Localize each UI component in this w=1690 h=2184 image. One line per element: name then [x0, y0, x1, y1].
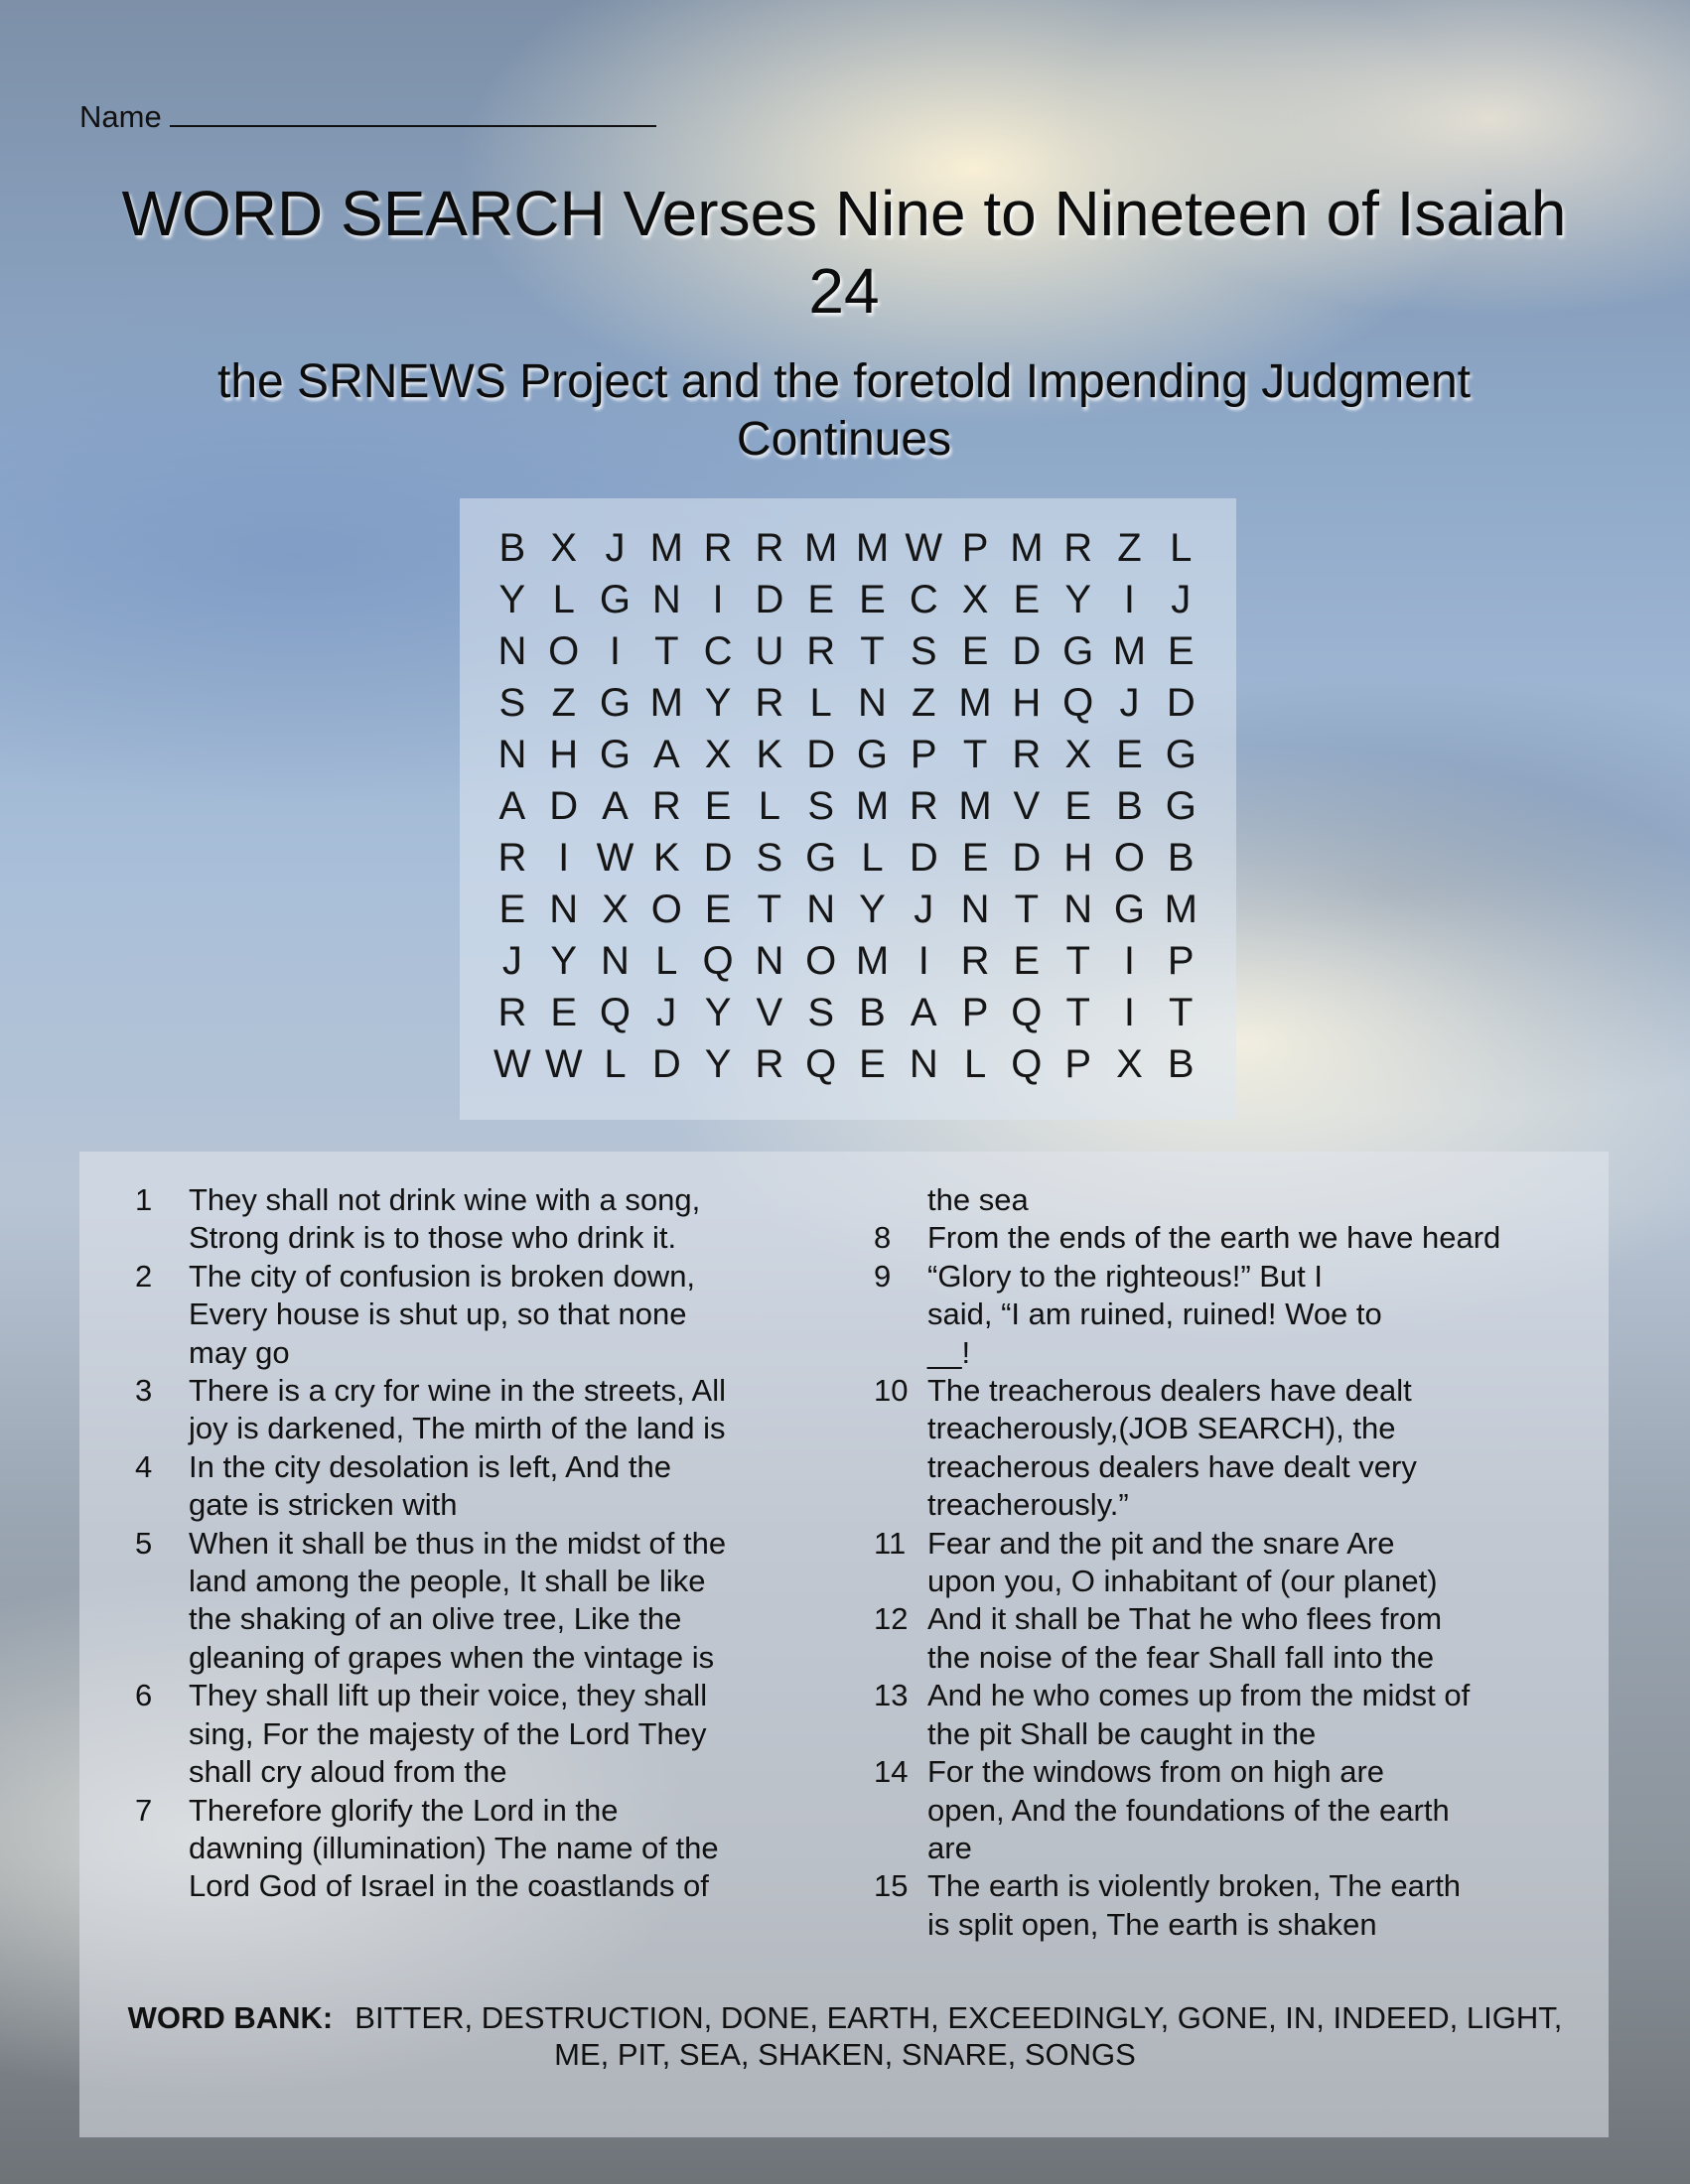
grid-letter[interactable]: D: [651, 1042, 681, 1086]
grid-letter[interactable]: E: [961, 629, 989, 673]
grid-letter[interactable]: J: [1119, 681, 1140, 725]
grid-letter[interactable]: M: [958, 784, 992, 828]
word-bank-label: WORD BANK:: [127, 2000, 334, 2035]
name-label: Name: [79, 99, 162, 134]
clue-item: [135, 1181, 790, 1258]
clue-text: And it shall be That he who flees from the noise of the fear Shall fall into the: [927, 1601, 1443, 1675]
grid-letter[interactable]: Z: [551, 681, 576, 725]
grid-letter[interactable]: G: [1113, 887, 1146, 931]
grid-letter[interactable]: L: [809, 681, 832, 725]
grid-letter[interactable]: M: [649, 681, 683, 725]
clue-number: 10: [874, 1373, 909, 1409]
clue-text: There is a cry for wine in the streets, All joy is darkened, The mirth of the land is: [189, 1373, 726, 1446]
grid-letter[interactable]: X: [961, 578, 989, 621]
grid-letter[interactable]: Y: [550, 939, 578, 983]
grid-letter[interactable]: T: [1065, 939, 1090, 983]
grid-letter[interactable]: T: [860, 629, 885, 673]
grid-letter[interactable]: W: [905, 526, 943, 570]
clue-text: The earth is violently broken, The earth is split open, The earth is shaken: [927, 1868, 1462, 1942]
grid-letter[interactable]: E: [859, 578, 886, 621]
grid-letter[interactable]: M: [855, 526, 890, 570]
grid-letter[interactable]: M: [649, 526, 683, 570]
grid-letter[interactable]: Z: [912, 681, 936, 725]
grid-letter[interactable]: Q: [702, 939, 734, 983]
grid-row: [487, 780, 1206, 832]
grid-letter[interactable]: E: [1064, 784, 1091, 828]
clue-number: 1: [135, 1182, 153, 1217]
grid-letter[interactable]: B: [1167, 836, 1195, 880]
grid-letter[interactable]: R: [755, 1042, 784, 1086]
clue-text: From the ends of the earth we have heard: [927, 1220, 1501, 1256]
grid-letter[interactable]: S: [807, 991, 835, 1034]
grid-letter[interactable]: H: [1063, 836, 1093, 880]
grid-letter[interactable]: T: [1169, 991, 1194, 1034]
grid-letter[interactable]: W: [544, 1042, 583, 1086]
grid-letter[interactable]: Y: [704, 681, 732, 725]
grid-letter[interactable]: S: [756, 836, 783, 880]
clue-text: “Glory to the righteous!” But I said, “I am ruined, ruined! Woe to __!: [927, 1258, 1382, 1370]
grid-letter[interactable]: I: [1123, 939, 1136, 983]
grid-letter[interactable]: O: [650, 887, 682, 931]
clue-number: 13: [874, 1678, 909, 1713]
grid-letter[interactable]: R: [1012, 733, 1042, 776]
grid-letter[interactable]: G: [805, 836, 837, 880]
grid-letter[interactable]: M: [1164, 887, 1197, 931]
grid-letter[interactable]: W: [493, 1042, 531, 1086]
grid-letter[interactable]: L: [552, 578, 575, 621]
word-bank-words: BITTER, DESTRUCTION, DONE, EARTH, EXCEEDINGLY, GONE, IN, INDEED, LIGHT, ME, PIT, SEA, SHAKEN, SNARE, SONGS: [354, 2000, 1563, 2072]
grid-letter[interactable]: H: [1012, 681, 1042, 725]
grid-letter[interactable]: R: [1063, 526, 1093, 570]
grid-letter[interactable]: A: [498, 784, 526, 828]
grid-letter[interactable]: P: [961, 526, 989, 570]
page-subtitle: the SRNEWS Project and the foretold Impending Judgment Continues: [216, 355, 1471, 466]
clue-number: 12: [874, 1601, 909, 1637]
clue-item: [874, 1600, 1569, 1677]
grid-letter[interactable]: G: [1165, 784, 1197, 828]
clue-item: [135, 1677, 790, 1791]
grid-letter[interactable]: B: [498, 526, 526, 570]
grid-letter[interactable]: E: [1013, 939, 1041, 983]
grid-letter[interactable]: N: [497, 733, 527, 776]
clue-number: 8: [874, 1220, 892, 1256]
grid-row: [487, 987, 1206, 1038]
clue-continuation: the sea: [927, 1182, 1029, 1217]
grid-letter[interactable]: E: [550, 991, 578, 1034]
grid-letter[interactable]: J: [501, 939, 522, 983]
word-search-grid: [487, 522, 1206, 1090]
clue-item: [874, 1258, 1569, 1372]
grid-letter[interactable]: D: [549, 784, 579, 828]
grid-letter[interactable]: Y: [704, 1042, 732, 1086]
clue-item: [135, 1448, 790, 1525]
grid-letter[interactable]: P: [1064, 1042, 1091, 1086]
grid-letter[interactable]: O: [548, 629, 580, 673]
grid-letter[interactable]: S: [498, 681, 526, 725]
grid-letter[interactable]: Q: [1011, 991, 1043, 1034]
grid-letter[interactable]: D: [1166, 681, 1196, 725]
grid-row: [487, 522, 1206, 574]
grid-letter[interactable]: E: [1116, 733, 1143, 776]
grid-row: [487, 884, 1206, 935]
grid-letter[interactable]: R: [497, 836, 527, 880]
clue-text: Fear and the pit and the snare Are upon you, O inhabitant of (our planet): [927, 1525, 1438, 1599]
grid-letter[interactable]: R: [497, 991, 527, 1034]
grid-letter[interactable]: N: [497, 629, 527, 673]
grid-letter[interactable]: L: [1170, 526, 1193, 570]
grid-letter[interactable]: N: [960, 887, 990, 931]
grid-letter[interactable]: T: [757, 887, 782, 931]
grid-letter[interactable]: C: [909, 578, 938, 621]
clue-number: 2: [135, 1258, 153, 1294]
name-field[interactable]: [79, 99, 656, 135]
grid-letter[interactable]: A: [910, 991, 937, 1034]
clue-number: 4: [135, 1448, 153, 1484]
clue-number: 11: [874, 1525, 907, 1561]
grid-letter[interactable]: V: [756, 991, 783, 1034]
grid-letter[interactable]: I: [1123, 991, 1136, 1034]
grid-letter[interactable]: M: [1112, 629, 1147, 673]
grid-letter[interactable]: E: [704, 887, 732, 931]
grid-letter[interactable]: T: [962, 733, 988, 776]
grid-letter[interactable]: O: [805, 939, 837, 983]
clue-item: [874, 1372, 1569, 1525]
clues-right-column: [874, 1181, 1569, 1944]
grid-letter[interactable]: L: [758, 784, 780, 828]
grid-letter[interactable]: R: [960, 939, 990, 983]
grid-letter[interactable]: H: [549, 733, 579, 776]
grid-letter[interactable]: E: [1013, 578, 1041, 621]
clue-number: 6: [135, 1678, 153, 1713]
grid-letter[interactable]: D: [909, 836, 938, 880]
grid-letter[interactable]: N: [1063, 887, 1093, 931]
grid-letter[interactable]: Q: [1011, 1042, 1043, 1086]
clue-item: [874, 1525, 1569, 1601]
grid-letter[interactable]: I: [609, 629, 622, 673]
grid-letter[interactable]: M: [855, 784, 890, 828]
grid-letter[interactable]: Z: [1117, 526, 1142, 570]
grid-letter[interactable]: L: [655, 939, 678, 983]
grid-row: [487, 677, 1206, 729]
clue-text: Therefore glorify the Lord in the dawning (illumination) The name of the Lord God of Israel in the coastlands of: [189, 1792, 719, 1904]
grid-letter[interactable]: Q: [599, 991, 632, 1034]
grid-letter[interactable]: X: [1116, 1042, 1143, 1086]
grid-letter[interactable]: G: [1165, 733, 1197, 776]
grid-letter[interactable]: O: [1113, 836, 1146, 880]
grid-letter[interactable]: E: [859, 1042, 886, 1086]
grid-letter[interactable]: D: [806, 733, 836, 776]
clue-number: 7: [135, 1792, 153, 1828]
grid-letter[interactable]: L: [963, 1042, 987, 1086]
grid-letter[interactable]: X: [1064, 733, 1091, 776]
grid-row: [487, 574, 1206, 625]
grid-letter[interactable]: R: [703, 526, 733, 570]
grid-letter[interactable]: P: [910, 733, 937, 776]
clue-item: [135, 1792, 790, 1906]
grid-letter[interactable]: G: [599, 733, 632, 776]
clue-item: [135, 1525, 790, 1678]
grid-letter[interactable]: M: [1010, 526, 1044, 570]
grid-letter[interactable]: I: [1123, 578, 1136, 621]
grid-letter[interactable]: R: [806, 629, 836, 673]
grid-letter[interactable]: L: [861, 836, 884, 880]
clue-item: [135, 1258, 790, 1372]
grid-letter[interactable]: L: [604, 1042, 627, 1086]
grid-letter[interactable]: X: [550, 526, 578, 570]
grid-letter[interactable]: M: [855, 939, 890, 983]
grid-letter[interactable]: W: [596, 836, 634, 880]
grid-letter[interactable]: N: [549, 887, 579, 931]
clue-text: They shall not drink wine with a song, Strong drink is to those who drink it.: [189, 1182, 701, 1256]
grid-letter[interactable]: G: [1062, 629, 1094, 673]
grid-letter[interactable]: D: [1012, 629, 1042, 673]
grid-letter[interactable]: D: [755, 578, 784, 621]
clue-item: [874, 1219, 1569, 1257]
grid-letter[interactable]: A: [602, 784, 629, 828]
grid-letter[interactable]: M: [958, 681, 992, 725]
grid-letter[interactable]: X: [704, 733, 732, 776]
grid-row: [487, 625, 1206, 677]
clues-left-column: [135, 1181, 790, 1906]
grid-letter[interactable]: P: [1167, 939, 1195, 983]
clue-number: 3: [135, 1373, 153, 1409]
grid-letter[interactable]: Y: [1064, 578, 1091, 621]
name-blank-line[interactable]: [170, 99, 656, 127]
grid-letter[interactable]: G: [599, 578, 632, 621]
grid-letter[interactable]: S: [807, 784, 835, 828]
grid-letter[interactable]: J: [605, 526, 626, 570]
grid-letter[interactable]: N: [909, 1042, 938, 1086]
grid-row: [487, 832, 1206, 884]
grid-letter[interactable]: R: [755, 526, 784, 570]
clue-text: The city of confusion is broken down, Every house is shut up, so that none may go: [189, 1258, 696, 1370]
grid-letter[interactable]: K: [756, 733, 783, 776]
clue-item: [874, 1867, 1569, 1944]
grid-letter[interactable]: A: [652, 733, 680, 776]
page-title: WORD SEARCH Verses Nine to Nineteen of Isaiah 24: [121, 178, 1567, 327]
clue-text: The treacherous dealers have dealt treacherously,(JOB SEARCH), the treacherous dealers have dealt very treacherously.”: [927, 1373, 1417, 1523]
grid-letter[interactable]: J: [656, 991, 677, 1034]
grid-letter[interactable]: T: [654, 629, 679, 673]
grid-letter[interactable]: P: [961, 991, 989, 1034]
grid-row: [487, 935, 1206, 987]
clue-text: And he who comes up from the midst of the pit Shall be caught in the: [927, 1678, 1471, 1751]
grid-letter[interactable]: Y: [859, 887, 886, 931]
clue-number: 15: [874, 1868, 909, 1904]
grid-letter[interactable]: I: [712, 578, 724, 621]
grid-letter[interactable]: D: [1012, 836, 1042, 880]
clue-item: [874, 1753, 1569, 1867]
grid-letter[interactable]: N: [755, 939, 784, 983]
grid-letter[interactable]: U: [755, 629, 784, 673]
clue-item: [874, 1677, 1569, 1753]
clue-number: 9: [874, 1258, 892, 1294]
grid-letter[interactable]: Q: [1062, 681, 1094, 725]
grid-letter[interactable]: J: [914, 887, 934, 931]
grid-letter[interactable]: B: [1116, 784, 1143, 828]
clue-text: In the city desolation is left, And the gate is stricken with: [189, 1448, 671, 1523]
clue-number: 14: [874, 1754, 909, 1790]
grid-letter[interactable]: Q: [805, 1042, 837, 1086]
grid-letter[interactable]: E: [1167, 629, 1195, 673]
grid-letter[interactable]: S: [910, 629, 937, 673]
grid-letter[interactable]: N: [806, 887, 836, 931]
clue-number: 5: [135, 1525, 153, 1561]
grid-letter[interactable]: X: [602, 887, 629, 931]
grid-letter[interactable]: G: [599, 681, 632, 725]
grid-letter[interactable]: J: [1171, 578, 1192, 621]
grid-letter[interactable]: E: [961, 836, 989, 880]
grid-letter[interactable]: I: [558, 836, 570, 880]
grid-letter[interactable]: E: [704, 784, 732, 828]
grid-letter[interactable]: C: [703, 629, 733, 673]
grid-letter[interactable]: Y: [704, 991, 732, 1034]
clue-text: For the windows from on high are open, And the foundations of the earth are: [927, 1754, 1450, 1865]
grid-letter[interactable]: T: [1014, 887, 1040, 931]
clue-item: [135, 1372, 790, 1448]
grid-letter[interactable]: T: [1065, 991, 1090, 1034]
clue-text: When it shall be thus in the midst of the land among the people, It shall be like the shaking of an olive tree, Like the gleaning of grapes when the vintage is: [189, 1525, 727, 1675]
grid-letter[interactable]: K: [652, 836, 680, 880]
grid-letter[interactable]: G: [856, 733, 889, 776]
grid-letter[interactable]: E: [498, 887, 526, 931]
grid-letter[interactable]: R: [755, 681, 784, 725]
clue-text: They shall lift up their voice, they shall sing, For the majesty of the Lord They shall cry aloud from the: [189, 1678, 708, 1790]
grid-letter[interactable]: B: [1167, 1042, 1195, 1086]
grid-row: [487, 729, 1206, 780]
grid-letter[interactable]: R: [651, 784, 681, 828]
grid-letter[interactable]: I: [917, 939, 929, 983]
grid-letter[interactable]: Y: [498, 578, 526, 621]
grid-letter[interactable]: E: [807, 578, 835, 621]
grid-letter[interactable]: N: [651, 578, 681, 621]
grid-letter[interactable]: B: [859, 991, 886, 1034]
grid-letter[interactable]: D: [703, 836, 733, 880]
grid-letter[interactable]: R: [909, 784, 938, 828]
grid-row: [487, 1038, 1206, 1090]
grid-letter[interactable]: N: [858, 681, 887, 725]
grid-letter[interactable]: V: [1013, 784, 1041, 828]
word-bank: [109, 1999, 1581, 2073]
grid-letter[interactable]: M: [804, 526, 838, 570]
grid-letter[interactable]: N: [601, 939, 630, 983]
